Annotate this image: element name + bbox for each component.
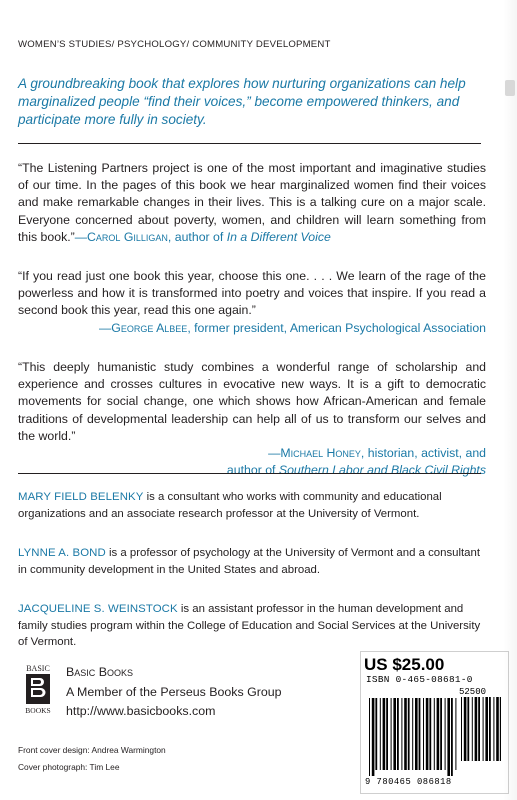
barcode-bar <box>489 697 491 761</box>
page-edge-shadow <box>503 0 517 800</box>
author-2-name: LYNNE A. BOND <box>18 547 106 559</box>
barcode-bar <box>426 698 429 770</box>
credit-photo: Cover photograph: Tim Lee <box>18 762 120 773</box>
quote-1-author: Carol Gilligan <box>87 229 168 244</box>
barcode-panel <box>360 651 509 794</box>
ean-barcode <box>369 698 457 776</box>
barcode-bar <box>437 698 440 770</box>
author-1-text: is a consultant who works with community and educational organizations and an associate research professor at the University of Vermont. <box>18 491 442 520</box>
barcode-bar <box>429 698 431 770</box>
barcode-bar <box>397 698 399 770</box>
logo-bottom-text: BOOKS <box>25 706 51 715</box>
barcode-bar <box>445 698 446 770</box>
author-2-text: is a professor of psychology at the University of Vermont and a consultant in community development in the United States and abroad. <box>18 547 481 576</box>
quote-2-dash: — <box>98 320 112 335</box>
quote-1-role: , author of <box>167 229 227 244</box>
quote-2-role: , former president, American Psychological Association <box>187 320 486 335</box>
divider-middle <box>18 473 481 474</box>
publisher-member: A Member of the Perseus Books Group <box>66 684 282 699</box>
author-bio-3 <box>18 601 486 651</box>
barcode-bar <box>451 698 453 776</box>
basic-books-logo-icon <box>18 663 58 715</box>
endorsement-quote-2 <box>18 268 486 337</box>
barcode-bar <box>461 697 462 761</box>
barcode-bar <box>475 697 478 761</box>
barcode-bar <box>455 698 456 770</box>
barcode-bar <box>483 697 484 761</box>
author-1-name: MARY FIELD BELENKY <box>18 491 144 503</box>
quote-3-work: Southern Labor and Black Civil Rights <box>278 463 486 478</box>
barcode-bar <box>464 697 467 761</box>
price-label: US $25.00 <box>364 655 445 674</box>
divider-top <box>18 143 481 144</box>
barcode-bar <box>447 698 450 776</box>
barcode-bar <box>383 698 386 770</box>
barcode-bar <box>478 697 480 761</box>
barcode-bar <box>412 698 413 770</box>
quote-3-attribution <box>18 445 486 462</box>
ean-digits-label: 9 780465 086818 <box>365 777 452 787</box>
quote-2-author: George Albee <box>111 320 188 335</box>
barcode-bar <box>434 698 435 770</box>
barcode-bar <box>423 698 424 770</box>
publisher-url[interactable]: http://www.basicbooks.com <box>66 704 216 718</box>
page-edge-mark <box>505 80 515 96</box>
barcode-bar <box>496 697 499 761</box>
barcode-bar <box>393 698 396 770</box>
barcode-bar <box>386 698 388 770</box>
logo-top-text: BASIC <box>26 664 50 673</box>
quote-3-attribution-line2 <box>18 462 486 479</box>
quote-2-text: “If you read just one book this year, choose this one. . . . We learn of the rage of the powerless and how it is transformed into poetry and voices that inspire. If you read a second book this year, read this one again.” <box>18 269 486 318</box>
tagline: A groundbreaking book that explores how nurturing organizations can help marginalized people “find their voices,” become empowered thinkers, and participate more fully in society. <box>18 76 466 127</box>
quote-3-role: , historian, activist, and <box>360 446 486 461</box>
quote-1-dash: — <box>74 229 88 244</box>
quote-3-author: Michael Honey <box>280 446 361 461</box>
barcode-bar <box>372 698 375 776</box>
barcode-bar <box>485 697 488 761</box>
endorsement-quote-3 <box>18 359 486 479</box>
cover-credits <box>18 742 166 777</box>
author-bio-2 <box>18 545 486 578</box>
author-3-text: is an assistant professor in the human development and family studies program within the College of Education and Social Services at the University of Vermont. <box>18 603 481 649</box>
category-line: WOMEN’S STUDIES/ PSYCHOLOGY/ COMMUNITY DEVELOPMENT <box>18 39 331 50</box>
barcode-bar <box>500 697 501 761</box>
barcode-bar <box>391 698 392 770</box>
publisher-name: Basic Books <box>66 665 133 679</box>
addon-barcode <box>461 697 501 767</box>
quote-1-work: In a Different Voice <box>226 229 331 244</box>
isbn-label: ISBN 0-465-08681-0 <box>366 674 473 685</box>
barcode-bar <box>408 698 410 770</box>
quote-2-attribution <box>18 320 486 337</box>
barcode-bar <box>401 698 402 770</box>
barcode-bar <box>467 697 469 761</box>
credit-design: Front cover design: Andrea Warmington <box>18 745 166 755</box>
quote-3-dash: — <box>268 446 281 461</box>
endorsement-quote-1 <box>18 160 486 246</box>
barcode-bar <box>404 698 407 770</box>
quote-3-text: “This deeply humanistic study combines a wonderful range of scholarship and experience and crosses cultures in evocative new ways. It is a gift to democratic movements for social change, one which shows how African-American and female traditions of developmental leadership can help all of us to transform our selves and the world.” <box>18 360 486 443</box>
barcode-bar <box>380 698 381 770</box>
barcode-bar <box>415 698 418 770</box>
quote-1-text: “The Listening Partners project is one of the most important and imaginative studies of our time. In the pages of this book we hear marginalized women find their voices and make remarkable changes in their lives. This is a talking cure on a major scale. Everyone concerned about poverty, women, and children will learn something from this book.” <box>18 161 486 244</box>
publisher-info <box>66 663 282 722</box>
barcode-bar <box>375 698 377 770</box>
quote-1-attribution <box>75 230 331 244</box>
quote-3-role2: author of <box>226 463 279 478</box>
barcode-bar <box>440 698 442 770</box>
barcode-bar <box>472 697 473 761</box>
price-code-label: 52500 <box>459 687 487 697</box>
barcode-bar <box>493 697 494 761</box>
barcode-bar <box>419 698 421 770</box>
barcode-bar <box>369 698 370 776</box>
author-bio-1 <box>18 489 486 522</box>
author-3-name: JACQUELINE S. WEINSTOCK <box>18 603 178 615</box>
